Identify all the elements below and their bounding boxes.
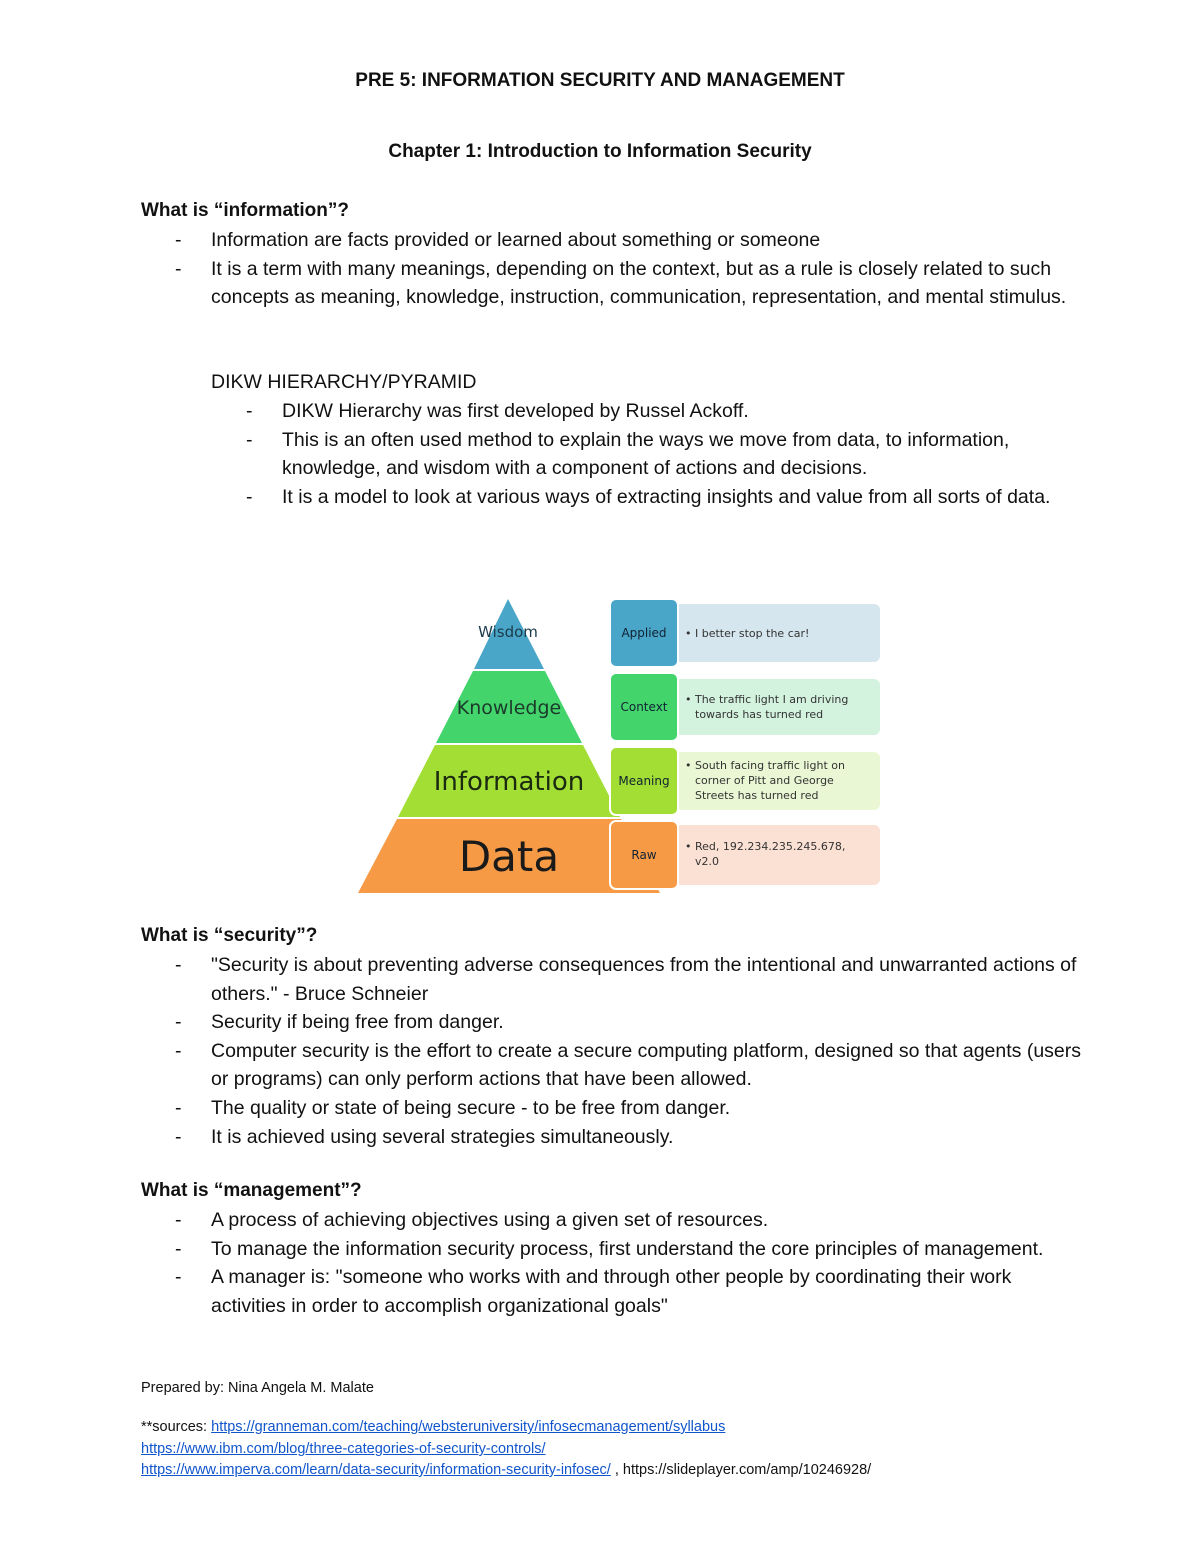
pyramid-label-information: Information <box>433 767 585 797</box>
example-text-raw-1: • Red, 192.234.235.245.678, <box>685 840 846 853</box>
sources-label: **sources: <box>141 1419 212 1435</box>
list-item: - DIKW Hierarchy was first developed by Russel Ackoff. <box>246 400 749 422</box>
source-link-ibm[interactable]: https://www.ibm.com/blog/three-categories-of-security-controls/ <box>141 1441 546 1457</box>
sources-line-2 <box>141 1441 1141 1457</box>
list-item: - Information are facts provided or learned about something or someone <box>175 229 821 251</box>
prepared-by: Prepared by: Nina Angela M. Malate <box>141 1380 374 1396</box>
list-item: - "Security is about preventing adverse consequences from the intentional and unwarranted actions of others." - Bruce Schneier <box>175 954 1077 1005</box>
example-text-context-1: • The traffic light I am driving <box>685 693 849 706</box>
sources-line-3 <box>141 1462 1141 1478</box>
source-link-granneman[interactable]: https://granneman.com/teaching/websteruniversity/infosecmanagement/syllabus <box>211 1419 726 1435</box>
example-text-meaning-3: Streets has turned red <box>695 789 819 802</box>
example-text-raw-2: v2.0 <box>695 855 720 868</box>
management-list <box>175 1206 1091 1320</box>
dikw-list <box>246 397 1102 511</box>
tag-label-applied: Applied <box>621 626 667 640</box>
dikw-title: DIKW HIERARCHY/PYRAMID <box>211 371 477 393</box>
page-title: PRE 5: INFORMATION SECURITY AND MANAGEMENT <box>355 70 845 91</box>
information-list <box>175 226 1091 312</box>
tag-label-context: Context <box>620 700 668 714</box>
source-link-imperva[interactable]: https://www.imperva.com/learn/data-security/information-security-infosec/ <box>141 1462 611 1478</box>
tag-label-raw: Raw <box>631 848 657 862</box>
source-link-slideplayer[interactable]: https://slideplayer.com/amp/10246928/ <box>622 1462 872 1478</box>
list-item: - A manager is: "someone who works with and through other people by coordinating their work activities in order to accomplish organizational goals" <box>175 1266 1012 1317</box>
example-text-meaning-1: • South facing traffic light on <box>685 759 845 772</box>
heading-information: What is “information”? <box>141 200 349 221</box>
list-item: - It is a term with many meanings, depending on the context, but as a rule is closely related to such concepts as meaning, knowledge, instruction, communication, representation, and mental stimulus. <box>175 257 1067 309</box>
example-text-applied: • I better stop the car! <box>685 627 810 640</box>
list-item: - A process of achieving objectives using a given set of resources. <box>175 1209 769 1231</box>
heading-security: What is “security”? <box>141 925 318 946</box>
sources-line-1 <box>141 1419 1141 1435</box>
heading-management: What is “management”? <box>141 1180 362 1201</box>
list-item: - Security if being free from danger. <box>175 1011 504 1034</box>
list-item: - It is a model to look at various ways of extracting insights and value from all sorts of data. <box>246 485 1051 508</box>
list-item: - This is an often used method to explain the ways we move from data, to information, knowledge, and wisdom with a component of actions and decisions. <box>246 428 1010 480</box>
list-item: - To manage the information security process, first understand the core principles of management. <box>175 1237 1044 1260</box>
chapter-title: Chapter 1: Introduction to Information Security <box>388 141 812 162</box>
sources-separator: , <box>610 1462 623 1478</box>
example-text-meaning-2: corner of Pitt and George <box>695 774 834 787</box>
pyramid-label-data: Data <box>458 832 560 881</box>
list-item: - The quality or state of being secure - to be free from danger. <box>175 1096 731 1119</box>
example-box-context <box>675 679 880 735</box>
example-text-context-2: towards has turned red <box>695 708 824 721</box>
list-item: - Computer security is the effort to create a secure computing platform, designed so that agents (users or programs) can only perform actions that have been allowed. <box>175 1039 1081 1091</box>
list-item: - It is achieved using several strategies simultaneously. <box>175 1125 674 1148</box>
pyramid-label-knowledge: Knowledge <box>456 697 562 719</box>
pyramid-label-wisdom: Wisdom <box>478 623 538 641</box>
tag-label-meaning: Meaning <box>618 774 670 788</box>
dikw-pyramid-diagram <box>350 595 890 895</box>
security-list <box>175 951 1091 1151</box>
